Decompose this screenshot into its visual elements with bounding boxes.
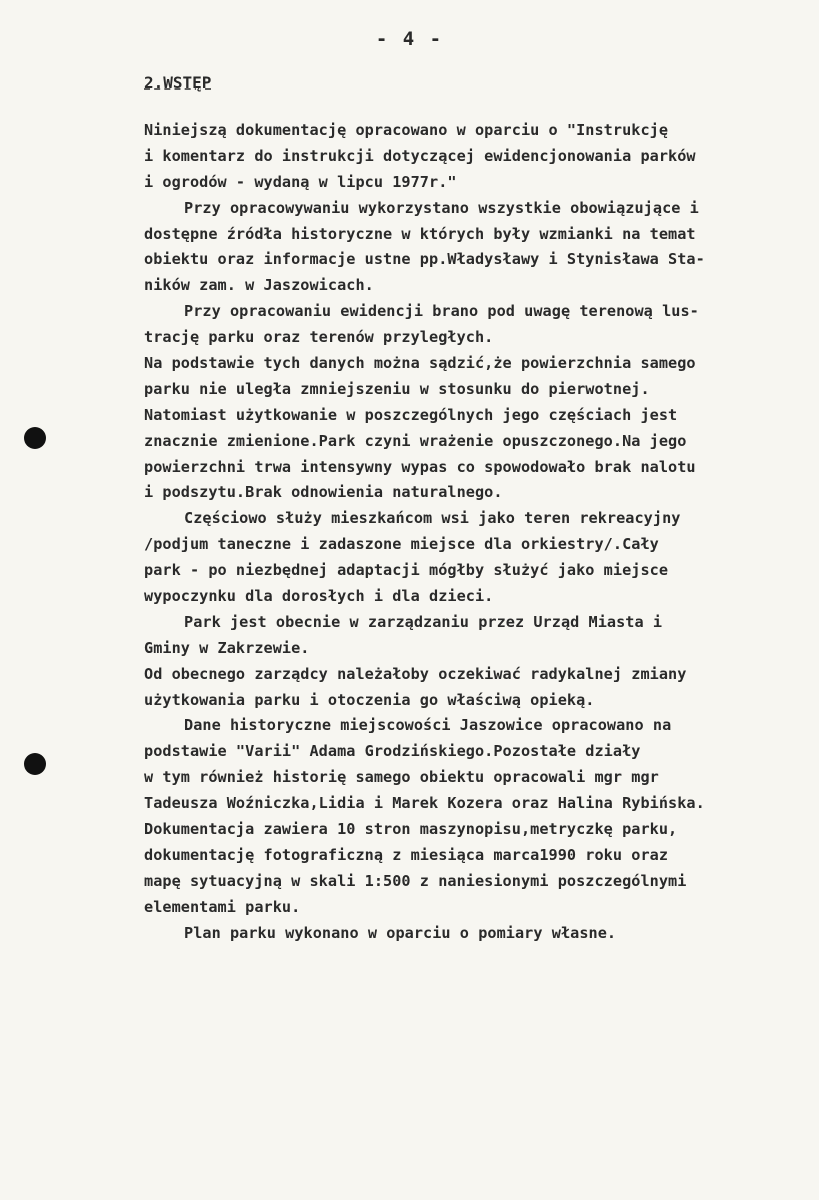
- text-line: Gminy w Zakrzewie.: [144, 638, 310, 657]
- text-line: i komentarz do instrukcji dotyczącej ewidencjonowania parków: [144, 146, 696, 165]
- text-line: elementami parku.: [144, 897, 301, 916]
- text-line: wypoczynku dla dorosłych i dla dzieci.: [144, 587, 494, 606]
- text-line: ników zam. w Jaszowicach.: [144, 276, 374, 295]
- text-line: użytkowania parku i otoczenia go właściwą opieką.: [144, 690, 595, 709]
- text-line: mapę sytuacyjną w skali 1:500 z naniesionymi poszczególnymi: [144, 871, 687, 890]
- text-line: park - po niezbędnej adaptacji mógłby służyć jako miejsce: [144, 561, 669, 580]
- text-line: Dane historyczne miejscowości Jaszowice opracowano na: [184, 716, 672, 735]
- text-line: Tadeusza Woźniczka,Lidia i Marek Kozera oraz Halina Rybińska.: [144, 794, 705, 813]
- text-line: Dokumentacja zawiera 10 stron maszynopisu,metryczkę parku,: [144, 820, 678, 839]
- text-line: parku nie uległa zmniejszeniu w stosunku do pierwotnej.: [144, 379, 650, 398]
- text-line: i podszytu.Brak odnowienia naturalnego.: [144, 483, 503, 502]
- punch-hole-bottom: [24, 753, 46, 775]
- text-line: Na podstawie tych danych można sądzić,że powierzchnia samego: [144, 354, 696, 373]
- text-line: Od obecnego zarządcy należałoby oczekiwać radykalnej zmiany: [144, 664, 687, 683]
- text-line: Częściowo służy mieszkańcom wsi jako teren rekreacyjny: [184, 509, 681, 528]
- text-line: Plan parku wykonano w oparciu o pomiary własne.: [184, 923, 617, 942]
- text-line: trację parku oraz terenów przyległych.: [144, 328, 494, 347]
- text-line: dostępne źródła historyczne w których były wzmianki na temat: [144, 224, 696, 243]
- page-number: - 4 -: [375, 28, 444, 50]
- section-heading: 2.WSTĘP: [144, 73, 212, 92]
- text-line: Park jest obecnie w zarządzaniu przez Urząd Miasta i: [184, 612, 663, 631]
- text-line: Niniejszą dokumentację opracowano w oparciu o "Instrukcję: [144, 121, 669, 139]
- text-line: znacznie zmienione.Park czyni wrażenie opuszczonego.Na jego: [144, 431, 687, 450]
- text-line: Przy opracowaniu ewidencji brano pod uwagę terenową lus-: [184, 302, 699, 321]
- body-text: [144, 118, 784, 947]
- text-line: Przy opracowywaniu wykorzystano wszystkie obowiązujące i: [184, 198, 699, 217]
- text-line: /podjum taneczne i zadaszone miejsce dla orkiestry/.Cały: [144, 535, 659, 554]
- text-line: dokumentację fotograficzną z miesiąca marca1990 roku oraz: [144, 845, 669, 864]
- text-line: podstawie "Varii" Adama Grodzińskiego.Pozostałe działy: [144, 742, 641, 761]
- text-line: w tym również historię samego obiektu opracowali mgr mgr: [144, 768, 659, 787]
- text-line: obiektu oraz informacje ustne pp.Władysławy i Stynisława Sta-: [144, 250, 705, 269]
- punch-hole-top: [24, 427, 46, 449]
- text-line: powierzchni trwa intensywny wypas co spowodowało brak nalotu: [144, 457, 696, 476]
- text-line: Natomiast użytkowanie w poszczególnych jego częściach jest: [144, 405, 678, 424]
- text-line: i ogrodów - wydaną w lipcu 1977r.": [144, 172, 457, 191]
